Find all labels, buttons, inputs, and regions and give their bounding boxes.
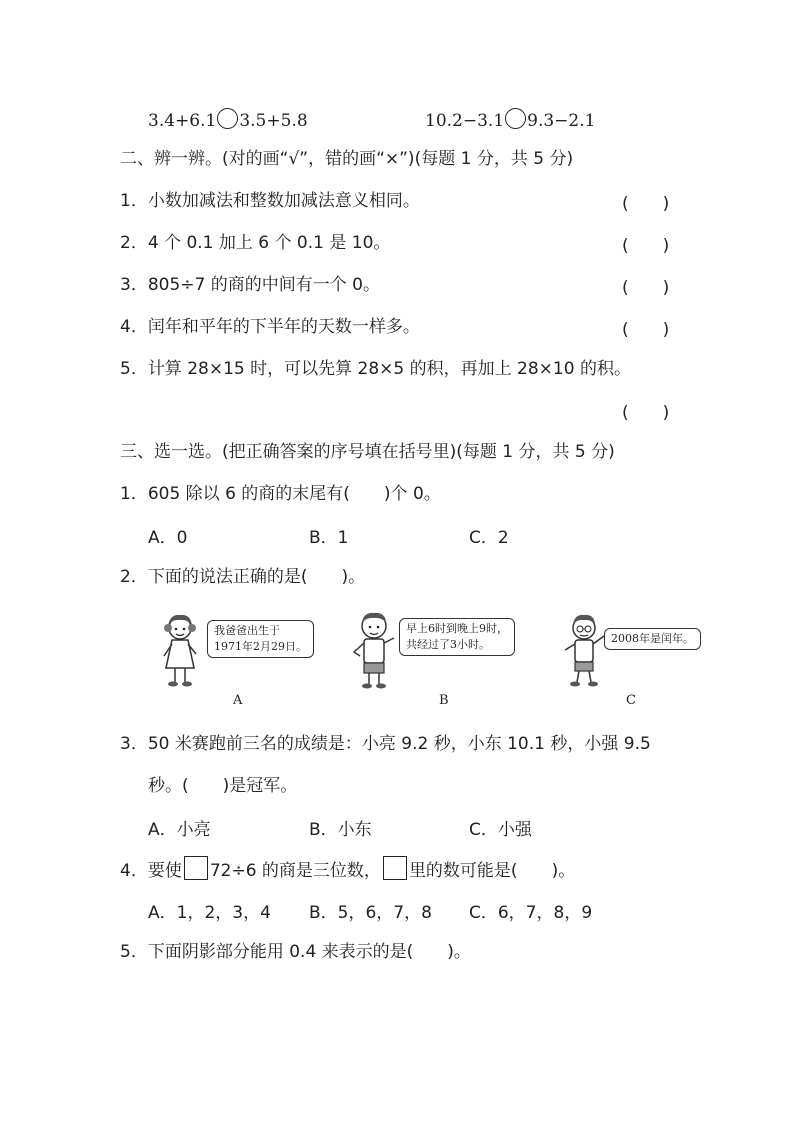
q5-text: 5．下面阴影部分能用 0.4 来表示的是( )。 [120, 942, 471, 962]
q4-option-b[interactable]: B．5，6，7，8 [309, 903, 432, 923]
figure-label-c[interactable]: C [626, 693, 636, 708]
bubble-a-line-1: 我爸爸出生于 [214, 624, 280, 637]
q1-option-c[interactable]: C．2 [469, 528, 509, 548]
bubble-a-line-2: 1971年2月29日。 [214, 640, 307, 653]
speech-bubble-a [207, 620, 314, 658]
bubble-b-line-2: 共经过了3小时。 [406, 638, 490, 651]
compare-right-expr-a: 10.2−3.1 [425, 111, 505, 131]
compare-right [425, 108, 595, 131]
bubble-b-line-1: 早上6时到晚上9时， [406, 622, 508, 635]
girl-figure-icon [158, 610, 208, 690]
compare-left [148, 108, 308, 131]
q3-option-b[interactable]: B．小东 [309, 820, 372, 840]
compare-right-expr-b: 9.3−2.1 [527, 111, 596, 131]
q3-line-1: 3．50 米赛跑前三名的成绩是：小亮 9.2 秒，小东 10.1 秒，小强 9.5 [120, 734, 651, 754]
section2-item-1: 1．小数加减法和整数加减法意义相同。 [120, 191, 420, 211]
answer-paren-3[interactable]: ( ) [622, 278, 670, 298]
q3-option-a[interactable]: A．小亮 [148, 820, 211, 840]
section2-item-2: 2．4 个 0.1 加上 6 个 0.1 是 10。 [120, 233, 391, 253]
q4-square-blank-1[interactable] [184, 856, 208, 880]
answer-paren-5[interactable]: ( ) [622, 403, 670, 423]
answer-paren-2[interactable]: ( ) [622, 236, 670, 256]
section2-item-5: 5．计算 28×15 时，可以先算 28×5 的积，再加上 28×10 的积。 [120, 359, 631, 379]
section3-heading: 三、选一选。(把正确答案的序号填在括号里)(每题 1 分，共 5 分) [120, 442, 615, 462]
boy-glasses-figure-icon [560, 610, 610, 690]
answer-paren-1[interactable]: ( ) [622, 194, 670, 214]
figure-label-a[interactable]: A [233, 693, 243, 708]
boy-figure-icon [350, 608, 402, 692]
compare-left-expr-b: 3.5+5.8 [239, 111, 308, 131]
q3-option-c[interactable]: C．小强 [469, 820, 532, 840]
q3-line-2: 秒。( )是冠军。 [148, 776, 298, 796]
compare-circle-blank[interactable] [217, 108, 238, 129]
bubble-c-line-1: 2008年是闰年。 [611, 632, 694, 645]
speech-bubble-b [399, 618, 515, 656]
q4-part-1: 4．要使 [120, 861, 182, 881]
q1-text: 1．605 除以 6 的商的末尾有( )个 0。 [120, 484, 441, 504]
q4-part-3: 里的数可能是( )。 [408, 861, 576, 881]
figure-label-b[interactable]: B [439, 693, 449, 708]
q4-text [120, 856, 575, 883]
q4-option-a[interactable]: A．1，2，3，4 [148, 903, 271, 923]
q4-square-blank-2[interactable] [383, 856, 407, 880]
q2-text: 2．下面的说法正确的是( )。 [120, 567, 366, 587]
answer-paren-4[interactable]: ( ) [622, 320, 670, 340]
compare-circle-blank[interactable] [505, 108, 526, 129]
section2-item-3: 3．805÷7 的商的中间有一个 0。 [120, 275, 380, 295]
q4-option-c[interactable]: C．6，7，8，9 [469, 903, 593, 923]
q1-option-b[interactable]: B．1 [309, 528, 349, 548]
q4-part-2: 72÷6 的商是三位数， [209, 861, 381, 881]
compare-left-expr-a: 3.4+6.1 [148, 111, 217, 131]
section2-item-4: 4．闰年和平年的下半年的天数一样多。 [120, 317, 420, 337]
q1-option-a[interactable]: A．0 [148, 528, 188, 548]
section2-heading: 二、辨一辨。(对的画“√”，错的画“×”)(每题 1 分，共 5 分) [120, 149, 574, 169]
speech-bubble-c [604, 628, 701, 650]
